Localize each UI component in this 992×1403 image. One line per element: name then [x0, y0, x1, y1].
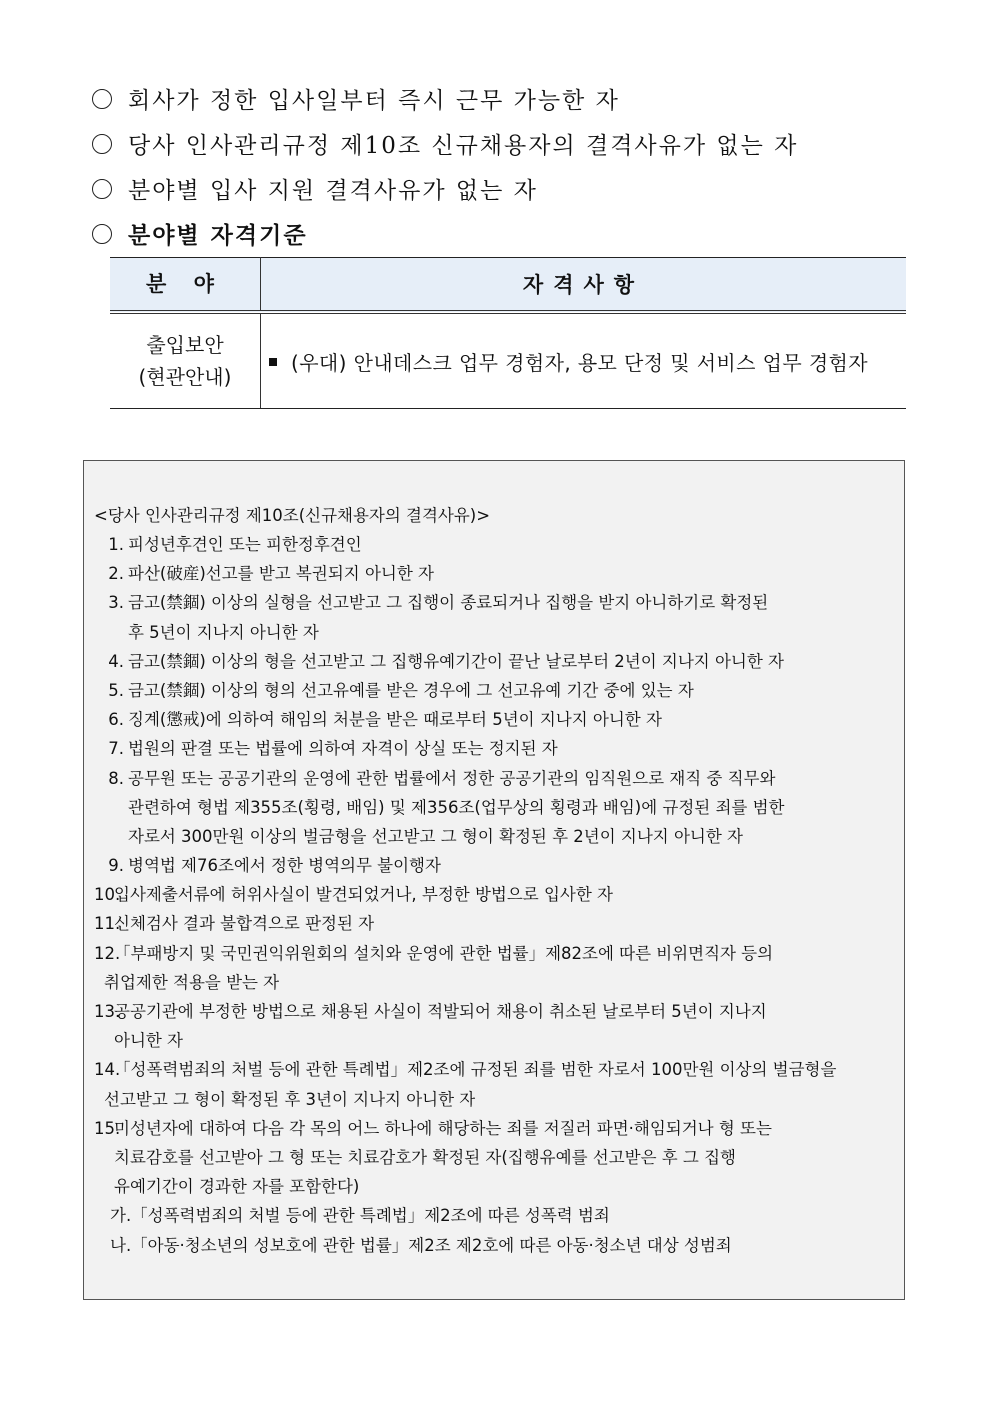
requirement-text: 분야별 자격기준: [128, 222, 308, 249]
item-line: 미성년자에 대하여 다음 각 목의 어느 하나에 해당하는 죄를 저질러 파면·해임되거나 형 또는: [114, 1118, 772, 1138]
item-number: 10.: [94, 885, 121, 905]
list-item: [94, 764, 896, 852]
item-text: [128, 764, 896, 852]
field-subname: (현관안내): [138, 365, 232, 389]
item-line: 자로서 300만원 이상의 벌금형을 선고받고 그 형이 확정된 후 2년이 지나지 아니한 자: [128, 826, 743, 846]
item-text: [128, 559, 896, 588]
requirement-item: [92, 76, 922, 121]
item-line: 피성년후견인 또는 피한정후견인: [128, 535, 362, 554]
field-name: 출입보안: [146, 333, 224, 357]
qualification-cell: [261, 312, 907, 409]
item-number: 9.: [108, 856, 124, 876]
item-number: 1.: [108, 535, 124, 554]
item-line: 징계(懲戒)에 의하여 해임의 처분을 받은 때로부터 5년이 지나지 아니한 자: [128, 710, 662, 730]
regulation-subitems: [94, 1201, 896, 1259]
list-item: [94, 705, 896, 734]
item-line: 선고받고 그 형이 확정된 후 3년이 지나지 아니한 자: [104, 1089, 476, 1109]
header-field: 분 야: [110, 258, 261, 313]
item-line: 유예기간이 경과한 자를 포함한다): [114, 1177, 360, 1197]
circle-bullet-icon: [92, 134, 112, 154]
list-item: [94, 676, 896, 705]
item-line: 병역법 제76조에서 정한 병역의무 불이행자: [128, 856, 441, 876]
requirement-text: 분야별 입사 지원 결격사유가 없는 자: [128, 178, 538, 204]
header-qualification: 자격사항: [261, 258, 907, 313]
circle-bullet-icon: [92, 179, 112, 199]
item-text: [128, 588, 896, 646]
circle-bullet-icon: [92, 89, 112, 109]
list-item: [94, 588, 896, 646]
list-item: [94, 997, 896, 1055]
item-text: [114, 909, 896, 938]
item-number: 11.: [94, 914, 121, 934]
sub-item: 나.「아동·청소년의 성보호에 관한 법률」제2조 제2호에 따른 아동·청소년 대상 성범죄: [110, 1235, 732, 1255]
list-item: [94, 647, 896, 676]
item-text: [114, 1114, 896, 1202]
item-text: [128, 734, 896, 763]
item-line: 후 5년이 지나지 아니한 자: [128, 622, 319, 642]
item-number: 6.: [108, 710, 124, 730]
item-line: 입사제출서류에 허위사실이 발견되었거나, 부정한 방법으로 입사한 자: [114, 885, 613, 905]
requirements-list: [92, 76, 922, 256]
list-item: [94, 1114, 896, 1202]
item-line: 「성폭력범죄의 처벌 등에 관한 특례법」제2조에 규정된 죄를 범한 자로서 100만원 이상의 벌금형을: [114, 1060, 837, 1080]
item-text: [128, 530, 896, 559]
item-line: 금고(禁錮) 이상의 형을 선고받고 그 집행유예기간이 끝난 날로부터 2년이 지나지 아니한 자: [128, 651, 784, 671]
qualification-table: [110, 257, 906, 409]
item-line: 파산(破産)선고를 받고 복권되지 아니한 자: [128, 564, 434, 584]
square-bullet-icon: [269, 358, 277, 366]
list-item: [94, 880, 896, 909]
item-line: 「부패방지 및 국민권익위원회의 설치와 운영에 관한 법률」제82조에 따른 비위면직자 등의: [114, 943, 774, 963]
requirement-text: 회사가 정한 입사일부터 즉시 근무 가능한 자: [128, 88, 620, 114]
item-line: 관련하여 형법 제355조(횡령, 배임) 및 제356조(업무상의 횡령과 배임)에 규정된 죄를 범한: [128, 797, 785, 817]
requirement-item: [92, 166, 922, 211]
list-item: [94, 734, 896, 763]
item-number: 14.: [94, 1060, 121, 1080]
item-number: 5.: [108, 680, 124, 700]
item-line: 공공기관에 부정한 방법으로 채용된 사실이 적발되어 채용이 취소된 날로부터 5년이 지나지: [114, 1002, 767, 1021]
item-text: [128, 851, 896, 880]
regulation-title: <당사 인사관리규정 제10조(신규채용자의 결격사유)>: [94, 506, 491, 525]
item-line: 금고(禁錮) 이상의 형의 선고유예를 받은 경우에 그 선고유예 기간 중에 있는 자: [128, 680, 694, 700]
list-item: [94, 939, 896, 997]
item-text: [114, 997, 896, 1055]
item-line: 아니한 자: [114, 1031, 184, 1051]
item-number: 7.: [108, 739, 124, 759]
item-line: 취업제한 적용을 받는 자: [104, 972, 280, 992]
item-number: 8.: [108, 768, 124, 788]
list-item: [94, 851, 896, 880]
sub-item: 가.「성폭력범죄의 처벌 등에 관한 특례법」제2조에 따른 성폭력 범죄: [110, 1206, 610, 1226]
item-line: 금고(禁錮) 이상의 실형을 선고받고 그 집행이 종료되거나 집행을 받지 아니하기로 확정된: [128, 593, 769, 613]
item-number: 2.: [108, 564, 124, 584]
field-cell: [110, 312, 261, 409]
table-row: [110, 312, 906, 409]
item-number: 4.: [108, 651, 124, 671]
table-header-row: [110, 258, 906, 313]
item-text: [128, 676, 896, 705]
item-number: 12.: [94, 943, 121, 963]
qualification-text: (우대) 안내데스크 업무 경험자, 용모 단정 및 서비스 업무 경험자: [291, 350, 868, 375]
item-line: 신체검사 결과 불합격으로 판정된 자: [114, 914, 375, 934]
item-number: 3.: [108, 593, 124, 613]
item-line: 치료감호를 선고받아 그 형 또는 치료감호가 확정된 자(집행유예를 선고받은 후 그 집행: [114, 1147, 736, 1167]
item-line: 공무원 또는 공공기관의 운영에 관한 법률에서 정한 공공기관의 임직원으로 재직 중 직무와: [128, 768, 776, 788]
requirement-text: 당사 인사관리규정 제10조 신규채용자의 결격사유가 없는 자: [128, 133, 799, 159]
item-number: 15.: [94, 1118, 121, 1138]
list-item: [94, 909, 896, 938]
requirement-item: [92, 121, 922, 166]
item-number: 13.: [94, 1002, 121, 1021]
list-item: [94, 530, 896, 559]
item-line: 법원의 판결 또는 법률에 의하여 자격이 상실 또는 정지된 자: [128, 739, 558, 759]
requirement-item: [92, 211, 922, 256]
list-item: [94, 1055, 896, 1113]
item-text: [128, 647, 896, 676]
item-text: [128, 705, 896, 734]
list-item: [94, 559, 896, 588]
regulation-items: [94, 530, 896, 1201]
item-text: [114, 880, 896, 909]
circle-bullet-icon: [92, 224, 112, 244]
regulation-box: [83, 460, 905, 1300]
